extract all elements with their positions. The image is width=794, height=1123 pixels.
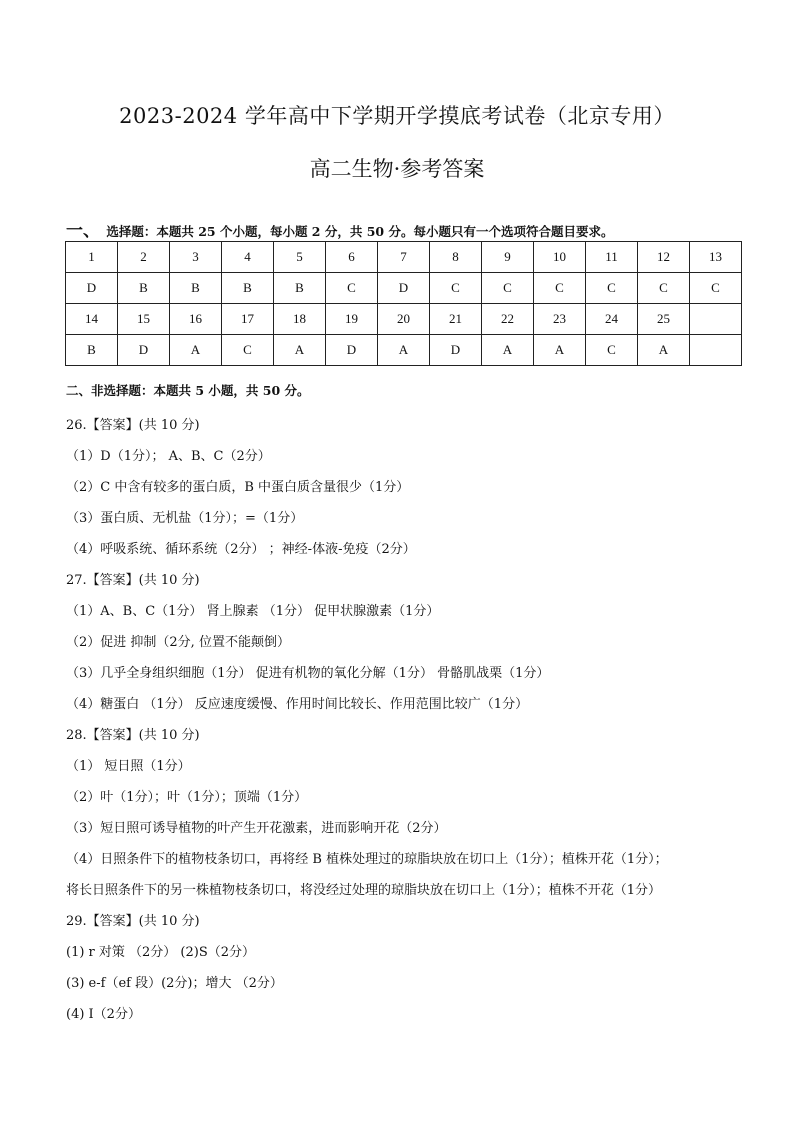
- answer-line: （2）C 中含有较多的蛋白质，B 中蛋白质含量很少（1分）: [66, 480, 410, 495]
- section1-heading: [66, 216, 613, 241]
- answer-line: （1）D（1分）； A、B、C（2分）: [66, 449, 271, 464]
- question-number-row: [66, 242, 742, 273]
- question-number-cell: 5: [274, 242, 326, 273]
- answer-row: [66, 273, 742, 304]
- answer-line: （3）几乎全身组织细胞（1分） 促进有机物的氧化分解（1分） 骨骼肌战栗（1分）: [66, 666, 550, 681]
- question-number-cell: 17: [222, 304, 274, 335]
- question-number-cell: 10: [534, 242, 586, 273]
- question-number-cell: 1: [66, 242, 118, 273]
- question-number-cell: 4: [222, 242, 274, 273]
- section2-heading: 二、非选择题：本题共 5 小题，共 50 分。: [66, 383, 310, 398]
- page-subtitle: 高二生物·参考答案: [309, 157, 485, 181]
- answer-cell: B: [222, 273, 274, 304]
- answer-cell: D: [326, 335, 378, 366]
- answer-cell: D: [66, 273, 118, 304]
- question-number-cell: 22: [482, 304, 534, 335]
- question-number-cell: 6: [326, 242, 378, 273]
- answer-line: （1）A、B、C（1分） 肾上腺素 （1分） 促甲状腺激素（1分）: [66, 604, 440, 619]
- answer-cell: C: [222, 335, 274, 366]
- question-number-cell: 9: [482, 242, 534, 273]
- question-number-cell: 21: [430, 304, 482, 335]
- answer-cell: C: [586, 273, 638, 304]
- answer-line: 将长日照条件下的另一株植物枝条切口，将没经过处理的琼脂块放在切口上（1分）；植株不开花（1分）: [66, 883, 662, 898]
- question-number-cell: 11: [586, 242, 638, 273]
- answer-cell: A: [274, 335, 326, 366]
- answer-list: [66, 416, 766, 1036]
- answer-line: （4）日照条件下的植物枝条切口，再将经 B 植株处理过的琼脂块放在切口上（1分）；植株开花（1分）；: [66, 852, 668, 867]
- answer-line: (3) e-f（ef 段）(2分)；增大 （2分）: [66, 976, 283, 991]
- answer-line: (4) Ⅰ（2分）: [66, 1007, 141, 1022]
- answer-cell: A: [638, 335, 690, 366]
- question-number-cell: 7: [378, 242, 430, 273]
- answer-line: （2）促进 抑制（2分, 位置不能颠倒）: [66, 635, 290, 650]
- question-number-cell: 15: [118, 304, 170, 335]
- answer-cell: A: [534, 335, 586, 366]
- answer-cell: B: [118, 273, 170, 304]
- answer-cell: D: [378, 273, 430, 304]
- answer-line: （4）呼吸系统、循环系统（2分） ；神经-体液-免疫（2分）: [66, 542, 416, 557]
- question-number-cell: 23: [534, 304, 586, 335]
- answer-cell: C: [482, 273, 534, 304]
- answer-cell: C: [690, 273, 742, 304]
- answer-cell: D: [430, 335, 482, 366]
- answer-cell: A: [170, 335, 222, 366]
- question-number-cell: 20: [378, 304, 430, 335]
- answer-line: 29.【答案】(共 10 分): [66, 914, 200, 929]
- question-number-cell: [690, 304, 742, 335]
- answer-cell: C: [326, 273, 378, 304]
- page-title: 2023-2024 学年高中下学期开学摸底考试卷（北京专用）: [119, 104, 675, 128]
- section1-number: 一、: [66, 221, 100, 241]
- question-number-cell: 25: [638, 304, 690, 335]
- question-number-row: [66, 304, 742, 335]
- question-number-cell: 16: [170, 304, 222, 335]
- answer-line: 27.【答案】(共 10 分): [66, 573, 200, 588]
- answer-cell: C: [586, 335, 638, 366]
- answer-cell: C: [638, 273, 690, 304]
- question-number-cell: 13: [690, 242, 742, 273]
- question-number-cell: 8: [430, 242, 482, 273]
- question-number-cell: 24: [586, 304, 638, 335]
- question-number-cell: 12: [638, 242, 690, 273]
- answer-cell: B: [170, 273, 222, 304]
- answer-row: [66, 335, 742, 366]
- answer-line: （2）叶（1分）；叶（1分）；顶端（1分）: [66, 790, 308, 805]
- answer-line: （1） 短日照（1分）: [66, 759, 191, 774]
- answer-cell: B: [66, 335, 118, 366]
- answer-line: 26.【答案】(共 10 分): [66, 418, 200, 433]
- section1-text: 选择题：本题共 25 个小题，每小题 2 分，共 50 分。每小题只有一个选项符合题目要求。: [106, 224, 614, 239]
- question-number-cell: 14: [66, 304, 118, 335]
- question-number-cell: 3: [170, 242, 222, 273]
- answer-line: （4）糖蛋白 （1分） 反应速度缓慢、作用时间比较长、作用范围比较广（1分）: [66, 697, 529, 712]
- answer-line: (1) r 对策 （2分） (2)S（2分）: [66, 945, 256, 960]
- answer-table: [65, 241, 742, 366]
- answer-cell: A: [482, 335, 534, 366]
- answer-cell: D: [118, 335, 170, 366]
- answer-line: 28.【答案】(共 10 分): [66, 728, 200, 743]
- answer-cell: B: [274, 273, 326, 304]
- answer-cell: [690, 335, 742, 366]
- answer-cell: C: [430, 273, 482, 304]
- answer-line: （3）短日照可诱导植物的叶产生开花激素，进而影响开花（2分）: [66, 821, 447, 836]
- question-number-cell: 2: [118, 242, 170, 273]
- answer-cell: C: [534, 273, 586, 304]
- answer-line: （3）蛋白质、无机盐（1分）；=（1分）: [66, 511, 304, 526]
- question-number-cell: 18: [274, 304, 326, 335]
- question-number-cell: 19: [326, 304, 378, 335]
- answer-cell: A: [378, 335, 430, 366]
